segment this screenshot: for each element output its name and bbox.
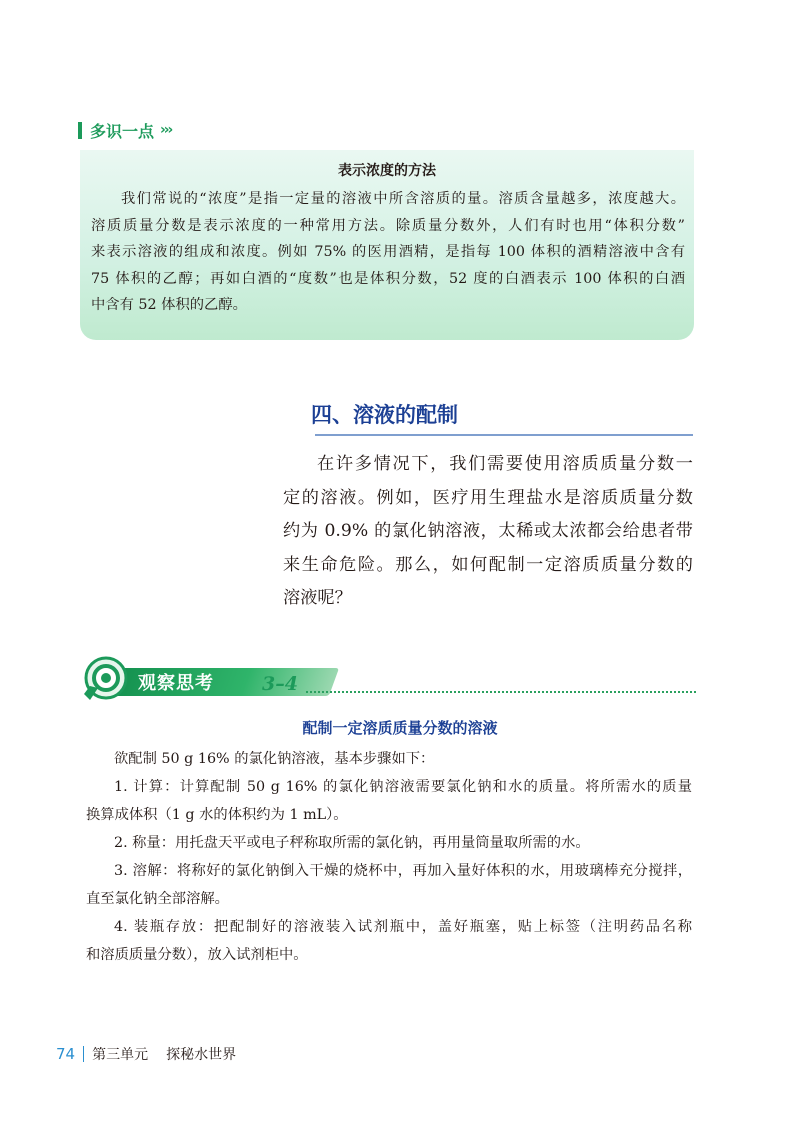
activity-number: 3–4	[262, 673, 298, 695]
chevron-right-icon: ›››	[160, 122, 172, 138]
step-line: 2. 称量：用托盘天平或电子秤称取所需的氯化钠，再用量筒量取所需的水。	[114, 835, 590, 851]
tip-title: 表示浓度的方法	[338, 163, 436, 179]
paragraph-line: 溶液呢？	[283, 588, 352, 608]
activity-title: 配制一定溶质质量分数的溶液	[302, 719, 498, 737]
tip-section-label-text: 多识一点	[90, 121, 155, 141]
step-line: 3. 溶解：将称好的氯化钠倒入干燥的烧杯中，再加入量好体积的水，用玻璃棒充分搅拌，	[114, 863, 692, 879]
paragraph-line: 来生命危险。那么，如何配制一定溶质质量分数的	[283, 554, 693, 575]
observe-think-badge	[76, 654, 696, 704]
magnifier-icon	[76, 654, 132, 704]
dotted-rule	[306, 691, 696, 693]
tip-line: 溶质质量分数是表示浓度的一种常用方法。除质量分数外，人们有时也用“体积分数”	[91, 217, 685, 234]
paragraph-line: 约为 0.9% 的氯化钠溶液，太稀或太浓都会给患者带	[283, 521, 693, 541]
page-footer	[56, 1044, 236, 1064]
step-line: 换算成体积（1 g 水的体积约为 1 mL）。	[86, 807, 348, 823]
tip-section-label	[78, 119, 171, 141]
step-line: 欲配制 50 g 16% 的氯化钠溶液，基本步骤如下：	[114, 751, 435, 767]
tip-line: 来表示溶液的组成和浓度。例如 75% 的医用酒精，是指每 100 体积的酒精溶液中含有	[91, 244, 685, 260]
tip-line: 75 体积的乙醇；再如白酒的“度数”也是体积分数，52 度的白酒表示 100 体积的白酒	[91, 270, 685, 287]
activity-steps	[86, 745, 692, 969]
unit-label: 第三单元	[92, 1047, 149, 1063]
step-line: 4. 装瓶存放：把配制好的溶液装入试剂瓶中，盖好瓶塞，贴上标签（注明药品名称	[114, 919, 692, 935]
paragraph-line: 在许多情况下，我们需要使用溶质质量分数一	[317, 454, 693, 474]
observe-label: 观察思考	[138, 673, 214, 694]
tip-box	[80, 150, 694, 340]
section-paragraph	[283, 448, 693, 616]
unit-title: 探秘水世界	[166, 1047, 237, 1063]
label-accent-bar	[78, 122, 82, 139]
section-heading-rule	[315, 434, 693, 436]
page-number: 74	[56, 1045, 76, 1063]
step-line: 1. 计算：计算配制 50 g 16% 的氯化钠溶液需要氯化钠和水的质量。将所需水的质量	[114, 779, 692, 795]
step-line: 和溶质质量分数），放入试剂柜中。	[86, 947, 308, 963]
tip-line: 中含有 52 体积的乙醇。	[91, 297, 247, 313]
paragraph-line: 定的溶液。例如，医疗用生理盐水是溶质质量分数	[283, 487, 693, 508]
tip-body	[91, 186, 685, 319]
step-line: 直至氯化钠全部溶解。	[86, 891, 229, 907]
footer-divider	[83, 1046, 84, 1062]
section-heading: 四、溶液的配制	[311, 403, 458, 427]
tip-line: 我们常说的“浓度”是指一定量的溶液中所含溶质的量。溶质含量越多，浓度越大。	[121, 191, 685, 207]
